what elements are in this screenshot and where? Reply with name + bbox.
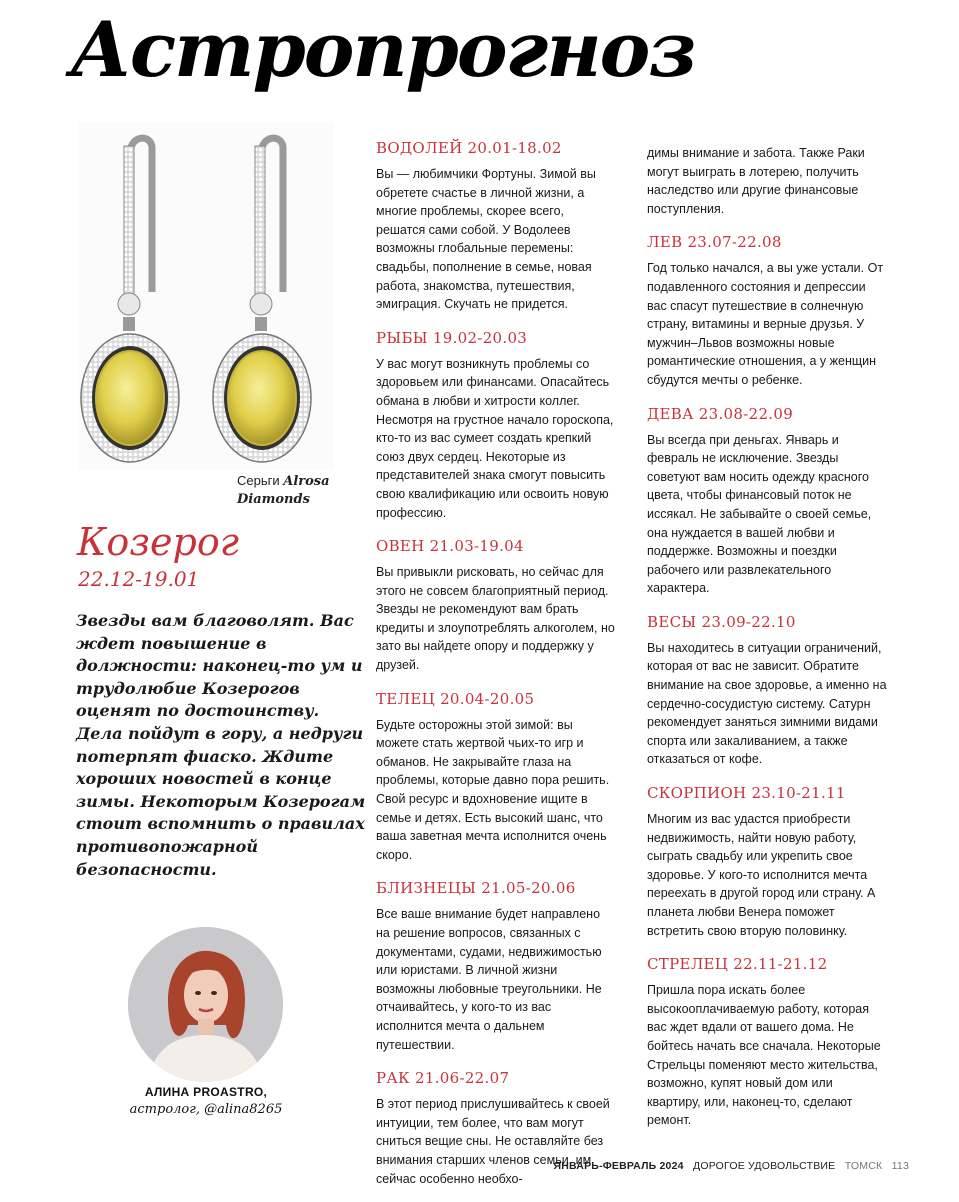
sign-heading: ВОДОЛЕЙ 20.01-18.02	[376, 139, 562, 157]
sign-text: Все ваше внимание будет направлено на решение вопросов, связанных с документами, судами, недвижимостью или юристами. В личной жизни возможны любовные треугольники. Не отчаивайтесь, у кого-то из вас исполнится мечта о дальнем путешествии.	[376, 907, 602, 1052]
sign-heading: ДЕВА 23.08-22.09	[647, 404, 794, 423]
caption-brand: Alrosa Diamonds	[237, 474, 330, 507]
sign-entry-scorpio	[647, 783, 887, 940]
sign-heading: ОВЕН 21.03-19.04	[376, 537, 524, 556]
photo-caption	[237, 472, 337, 508]
sign-entry-aries	[376, 536, 616, 675]
footer-page-number: 113	[891, 1160, 909, 1172]
sign-entry-aquarius	[376, 138, 616, 314]
sign-entry-pisces	[376, 328, 616, 522]
sign-heading: ЛЕВ 23.07-22.08	[647, 233, 782, 252]
sign-heading: ВЕСЫ 23.09-22.10	[647, 612, 796, 631]
earring-right	[213, 138, 311, 462]
sign-text: Вы — любимчики Фортуны. Зимой вы обретете счастье в личной жизни, а многие проблемы, скорее всего, решатся сами собой. У Водолеев возможны глобальные перемены: свадьбы, пополнение в семье, новая работа, знакомства, путешествия, эмиграция. Скучать не придется.	[376, 167, 596, 312]
sign-text: У вас могут возникнуть проблемы со здоровьем или финансами. Опасайтесь обмана в любви и хитрости коллег. Несмотря на грустное начало гороскопа, кто-то из вас сумеет создать крепкий союз двух сердец. Некоторые из представителей знака смогут повысить свою квалификацию или освоить новую профессию.	[376, 356, 614, 520]
sign-heading: СТРЕЛЕЦ 22.11-21.12	[647, 955, 828, 974]
sign-heading: ТЕЛЕЦ 20.04-20.05	[376, 689, 535, 708]
footer-issue: ЯНВАРЬ-ФЕВРАЛЬ 2024	[553, 1160, 684, 1172]
cancer-continuation: димы внимание и забота. Также Раки могут выиграть в лотерею, получить наследство или другие финансовые поступления.	[647, 146, 865, 216]
horoscope-column-2	[647, 144, 887, 1144]
sign-entry-taurus	[376, 689, 616, 865]
feature-sign-text: Звезды вам благоволят. Вас ждет повышение в должности: наконец-то ум и трудолюбие Козерогов оценят по достоинству. Дела пойдут в гору, а недруги потерпят фиаско. Ждите хороших новостей в конце зимы. Некоторым Козерогам стоит вспомнить о правилах противопожарной безопасности.	[76, 611, 366, 879]
sign-entry-sagittarius	[647, 954, 887, 1130]
sign-text: Пришла пора искать более высокооплачиваемую работу, которая вас ждет вдали от вашего дома. Не бойтесь начать все сначала. Некоторые Стрельцы поменяют место жительства, возможно, купят новый дом или квартиру, или, наконец-то, сделают ремонт.	[647, 983, 881, 1128]
sign-text: Многим из вас удастся приобрести недвижимость, найти новую работу, сыграть свадьбу или укрепить свое здоровье. У кого-то исполнится мечта переехать в другой город или страну. А планета любви Венера поможет встретить свою вторую половинку.	[647, 812, 876, 938]
sign-heading: РЫБЫ 19.02-20.03	[376, 328, 528, 347]
sign-heading: СКОРПИОН 23.10-21.11	[647, 784, 846, 803]
sign-entry-virgo	[647, 404, 887, 598]
sign-text: Вы находитесь в ситуации ограничений, которая от вас не зависит. Обратите внимание на свое здоровье, а именно на сердечно-сосудистую систему. Сатурн рекомендует заняться зимними видами спорта или закаливанием, а также отказаться от кофе.	[647, 640, 887, 767]
sign-text: Год только начался, а вы уже устали. От подавленного состояния и депрессии вас спасут путешествие в солнечную страну, витамины и верные друзья. У мужчин–Львов возможны новые романтические отношения, а у женщин сбудутся мечты о ребенке.	[647, 261, 884, 387]
horoscope-column-1	[376, 138, 616, 1202]
author-credit	[90, 1083, 322, 1119]
sign-heading: БЛИЗНЕЦЫ 21.05-20.06	[376, 879, 576, 898]
page-title: Астропрогноз	[70, 5, 695, 94]
feature-sign-name: Козерог	[77, 520, 239, 564]
sign-heading: РАК 21.06-22.07	[376, 1069, 510, 1088]
page-footer	[554, 1160, 909, 1172]
feature-sign-dates: 22.12-19.01	[78, 567, 200, 591]
caption-prefix: Серьги	[237, 473, 280, 488]
author-role: астролог, @alina8265	[129, 1102, 283, 1117]
sign-entry-gemini	[376, 878, 616, 1054]
earring-left	[81, 138, 179, 462]
sign-text: Будьте осторожны этой зимой: вы можете стать жертвой чьих-то игр и обманов. Не закрывайте глаза на проблемы, которые давно пора решить. Свой ресурс и вдохновение ищите в семье и детях. Есть высокий шанс, что ваша заветная мечта исполнится очень скоро.	[376, 717, 610, 862]
sign-entry-libra	[647, 612, 887, 769]
sign-entry-leo	[647, 232, 887, 389]
footer-section: ДОРОГОЕ УДОВОЛЬСТВИЕ	[693, 1160, 836, 1172]
sign-text: Вы всегда при деньгах. Январь и февраль не исключение. Звезды советуют вам носить одежду красного цвета, чтобы финансовый поток не иссякал. Не забывайте о своей семье, она нуждается в вашей любви и поддержке. Возможны и поездки рабочего или развлекательного характера.	[647, 432, 872, 596]
author-name: АЛИНА PROASTRO,	[144, 1085, 268, 1099]
sign-text: В этот период прислушивайтесь к своей интуиции, тем более, что вам могут сниться вещие сны. Не оставляйте без внимания старших членов семьи, им сейчас особенно необхо-	[376, 1097, 610, 1186]
author-portrait	[128, 927, 283, 1082]
sign-text: Вы привыкли рисковать, но сейчас для этого не совсем благоприятный период. Звезды не рекомендуют вам брать кредиты и злоупотреблять алкоголем, но зато вы найдете опору и поддержку у друзей.	[376, 565, 615, 673]
footer-city: ТОМСК	[844, 1160, 883, 1172]
earrings-photo	[78, 122, 333, 470]
